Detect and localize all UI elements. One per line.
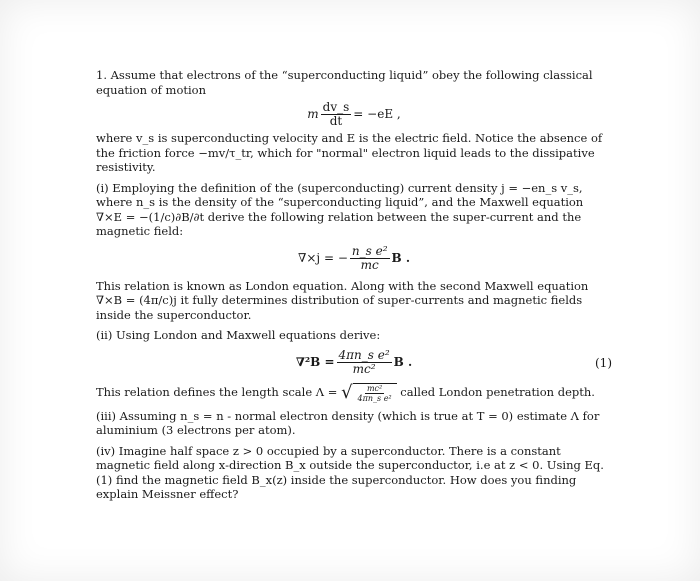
- part-ii-paragraph: (ii) Using London and Maxwell equations derive:: [96, 328, 381, 342]
- equation-number: (1): [595, 355, 612, 370]
- length-fraction: [356, 384, 394, 403]
- eq-motion-num: dv_s: [322, 99, 350, 114]
- intro-paragraph: 1. Assume that electrons of the “superconducting liquid” obey the following classical equation of motion: [96, 68, 593, 97]
- sqrt-radicand: [353, 383, 397, 403]
- laplace-fraction: [337, 349, 392, 376]
- eq-motion-rhs: = −eE ,: [353, 106, 401, 121]
- laplace-lhs: ∇²B =: [295, 355, 335, 370]
- london-fraction: [350, 245, 390, 272]
- sqrt-expression: [341, 383, 397, 403]
- sqrt-sign: √: [341, 381, 353, 403]
- length-text-after: called London penetration depth.: [400, 384, 595, 399]
- equation-of-motion: [96, 97, 612, 131]
- part-iii-paragraph: (iii) Assuming n_s = n - normal electron density (which is true at T = 0) estimate Λ for aluminium (3 electrons per atom).: [96, 408, 600, 437]
- length-text-before: This relation defines the length scale Λ =: [96, 384, 338, 399]
- london-den: mc: [360, 258, 379, 272]
- laplace-equation: [96, 343, 612, 383]
- problem-text: [96, 68, 612, 502]
- part-i-paragraph: (i) Employing the definition of the (superconducting) current density j = −en_s v_s, where n_s is the density of the “superconducting liquid”, and the Maxwell equation ∇×E = −(1/c)∂B/∂t derive the following relation between the super-current and the magnetic field:: [96, 180, 584, 238]
- length-den: 4πn_s e²: [357, 393, 392, 403]
- london-num: n_s e²: [351, 244, 388, 258]
- where-paragraph: where v_s is superconducting velocity and E is the electric field. Notice the absence of the friction force −mv/τ_tr, which for "normal" electron liquid leads to the dissipative resistivity.: [96, 131, 603, 174]
- eq-motion-lhs: m: [307, 106, 319, 121]
- length-num: mc²: [366, 383, 383, 393]
- london-paragraph: This relation is known as London equation. Along with the second Maxwell equation ∇×B = (4π/c)j it fully determines distribution of super-currents and magnetic fields inside the superconductor.: [96, 278, 589, 322]
- eq-motion-den: dt: [329, 113, 343, 128]
- eq-motion-fraction: [321, 101, 352, 128]
- laplace-num: 4πn_s e²: [338, 348, 390, 362]
- laplace-rhs: B .: [393, 355, 413, 370]
- london-rhs: B .: [391, 251, 411, 266]
- length-scale-paragraph: [96, 383, 612, 403]
- london-lhs: ∇×j = −: [297, 251, 348, 266]
- london-equation: [96, 239, 612, 279]
- laplace-den: mc²: [352, 362, 376, 376]
- part-iv-paragraph: (iv) Imagine half space z > 0 occupied by a superconductor. There is a constant magnetic field along x-direction B_x outside the superconductor, i.e at z < 0. Using Eq. (1) find the magnetic field B_x(z) inside the superconductor. How does you finding explain Meissner effect?: [96, 443, 604, 501]
